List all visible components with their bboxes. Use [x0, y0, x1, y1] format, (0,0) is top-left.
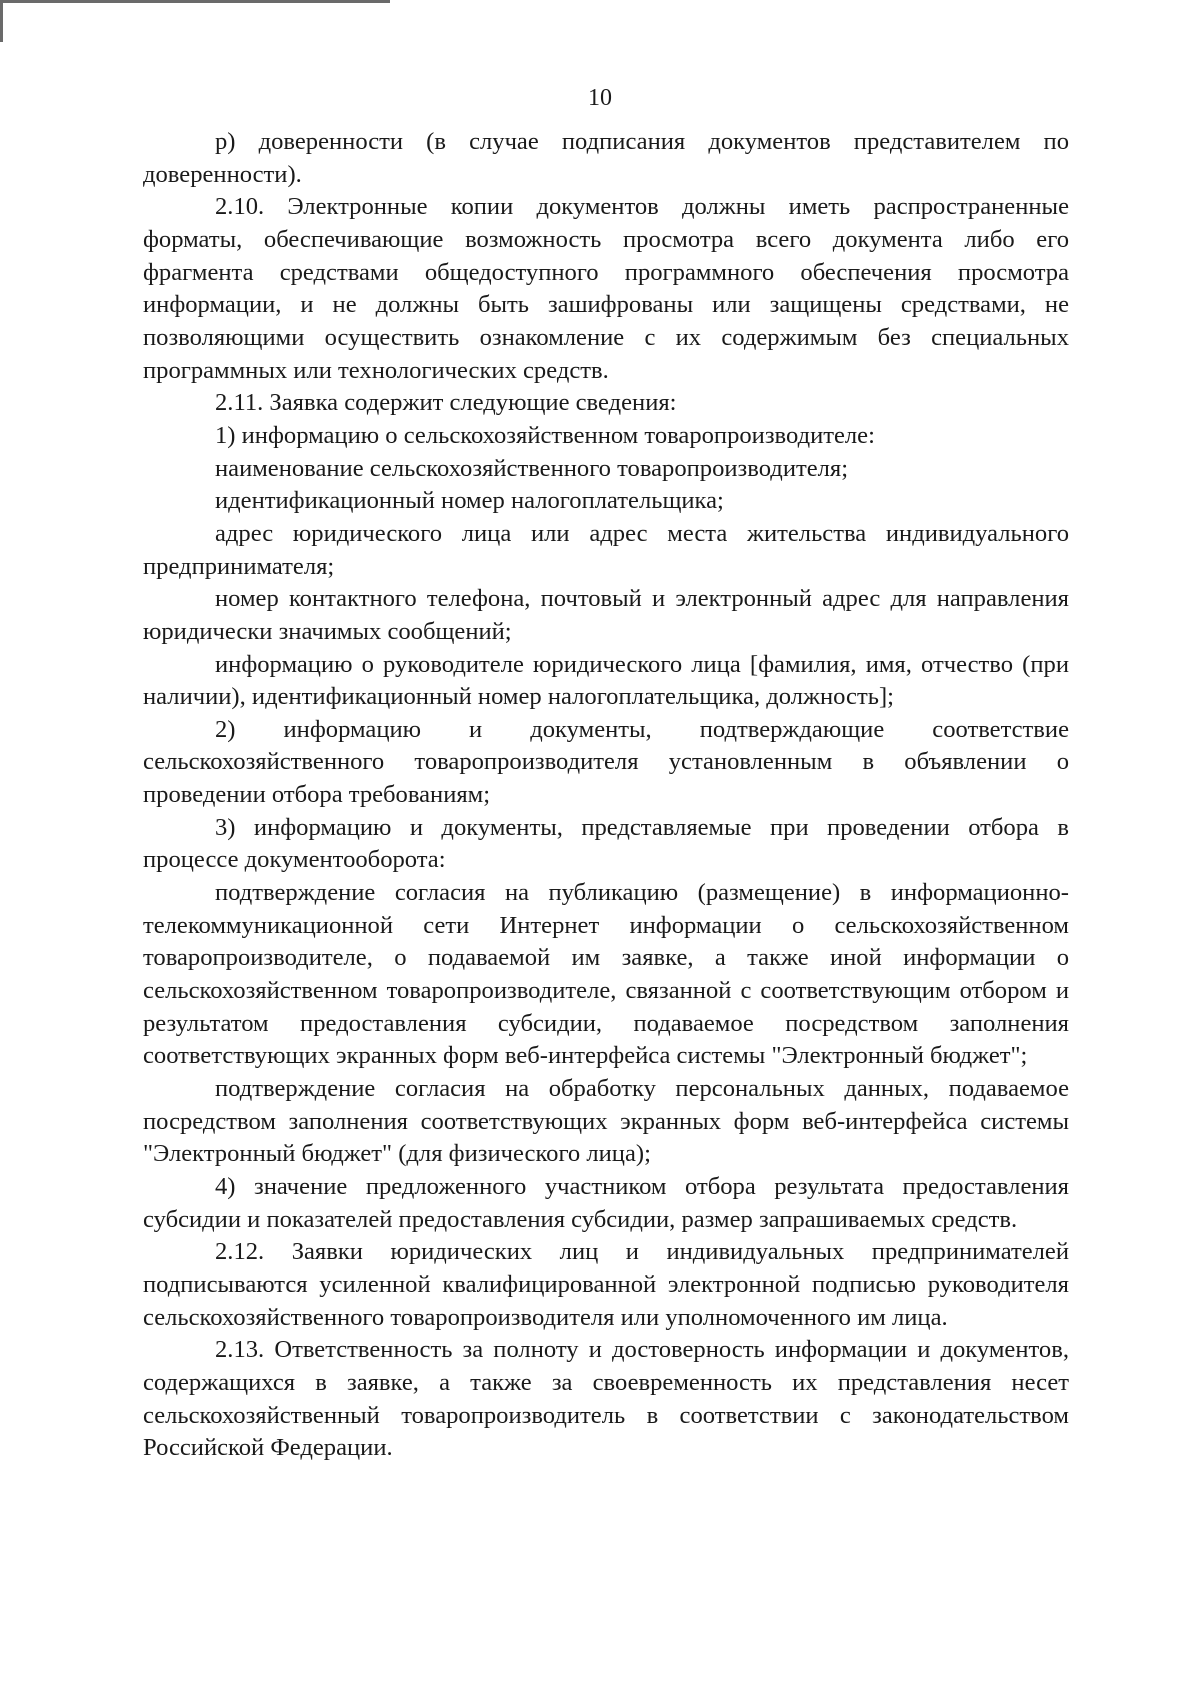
scan-border-left: [0, 0, 3, 42]
list-item-contacts: номер контактного телефона, почтовый и электронный адрес для направления юридически значимых сообщений;: [143, 585, 1069, 645]
list-item-address: адрес юридического лица или адрес места жительства индивидуального предпринимателя;: [143, 519, 1069, 580]
paragraph-2-11: 2.11. Заявка содержит следующие сведения:: [215, 389, 677, 417]
paragraph-2-13: 2.13. Ответственность за полноту и достоверность информации и документов, содержащихся в заявке, а также за своевременность их представления несет сельскохозяйственный товаропроизводитель в соответствии с законодательством Российской Федерации.: [143, 1336, 1069, 1462]
list-item-4: 4) значение предложенного участником отбора результата предоставления субсидии и показателей предоставления субсидии, размер запрашиваемых средств.: [143, 1173, 1069, 1233]
list-item-tax-id: идентификационный номер налогоплательщика;: [215, 487, 724, 515]
paragraph-power-of-attorney: р) доверенности (в случае подписания документов представителем по доверенности).: [143, 128, 1069, 188]
list-item-2: 2) информацию и документы, подтверждающие соответствие сельскохозяйственного товаропроизводителя установленным в объявлении о проведении отбора требованиям;: [143, 715, 1069, 809]
paragraph-2-10: 2.10. Электронные копии документов должны иметь распространенные форматы, обеспечивающие возможность просмотра всего документа либо его фрагмента средствами общедоступного программного обеспечения просмотра информации, и не должны быть зашифрованы или защищены средствами, не позволяющими осуществить ознакомление с их содержимым без специальных программных или технологических средств.: [143, 193, 1069, 384]
list-item-publication-consent: подтверждение согласия на публикацию (размещение) в информационно-телекоммуникационной сети Интернет информации о сельскохозяйственном товаропроизводителе, о подаваемой им заявке, а также иной информации о сельскохозяйственном товаропроизводителе, связанной с соответствующим отбором и результатом предоставления субсидии, подаваемое посредством заполнения соответствующих экранных форм веб-интерфейса системы "Электронный бюджет";: [143, 879, 1069, 1070]
list-item-head-info: информацию о руководителе юридического лица [фамилия, имя, отчество (при наличии), идентификационный номер налогоплательщика, должность];: [143, 650, 1069, 711]
scan-border-top: [0, 0, 390, 3]
list-item-3: 3) информацию и документы, представляемые при проведении отбора в процессе документооборота:: [143, 813, 1069, 874]
document-body: [143, 126, 1069, 1465]
list-item-1: 1) информацию о сельскохозяйственном товаропроизводителе:: [215, 421, 875, 449]
page-number: 10: [588, 85, 612, 111]
list-item-personal-data-consent: подтверждение согласия на обработку персональных данных, подаваемое посредством заполнения соответствующих экранных форм веб-интерфейса системы "Электронный бюджет" (для физического лица);: [143, 1075, 1069, 1168]
list-item-name: наименование сельскохозяйственного товаропроизводителя;: [215, 454, 849, 482]
paragraph-2-12: 2.12. Заявки юридических лиц и индивидуальных предпринимателей подписываются усиленной квалифицированной электронной подписью руководителя сельскохозяйственного товаропроизводителя или уполномоченного им лица.: [143, 1238, 1069, 1331]
